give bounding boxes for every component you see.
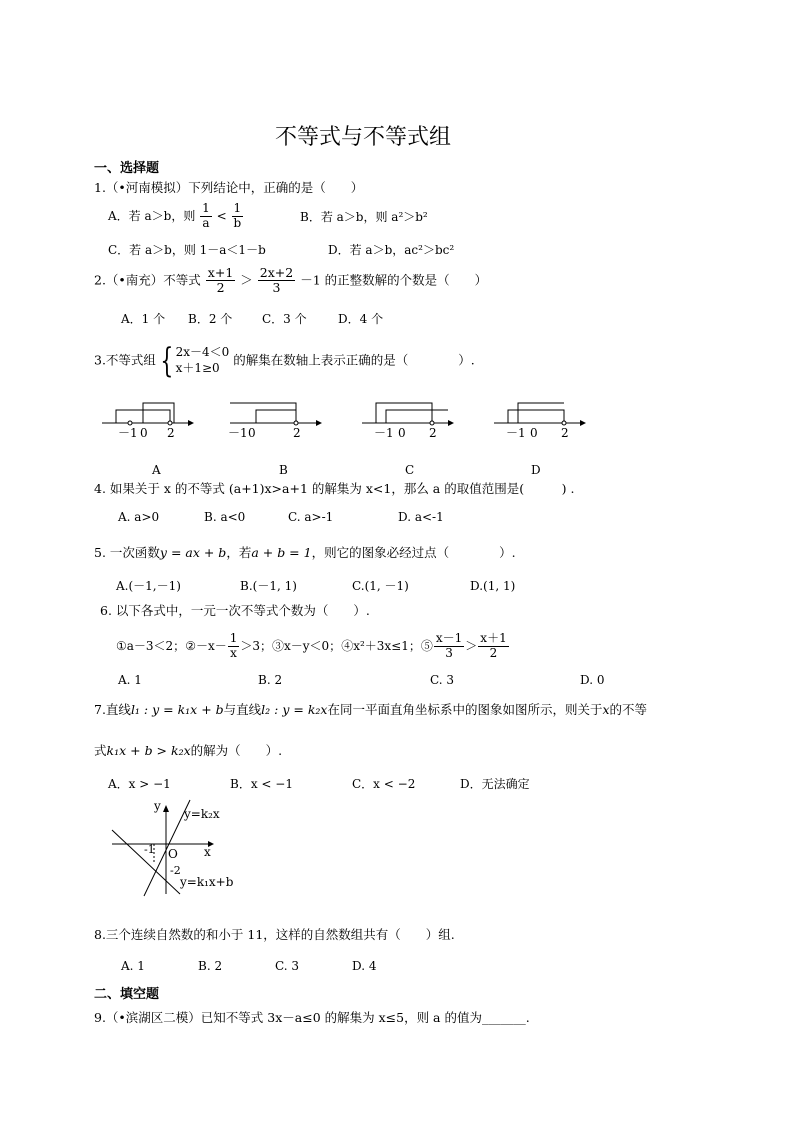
question-6-option-b: B. 2 xyxy=(258,673,283,687)
fraction: $\frac{x-1}{3}$ xyxy=(435,631,463,660)
svg-text:2: 2 xyxy=(167,426,175,440)
inequality-system: 2x－4＜0 x＋1≥0 xyxy=(175,345,230,375)
question-1-option-a: A．若 a＞b，则 $\frac{1}{a}$ < $\frac{1}{b}$ xyxy=(108,201,242,230)
svg-text:0: 0 xyxy=(398,426,406,440)
question-7-option-d: D．无法确定 xyxy=(460,777,530,791)
svg-text:－1: －1 xyxy=(228,426,248,440)
question-8-option-d: D. 4 xyxy=(352,959,377,973)
svg-text:y: y xyxy=(154,799,161,813)
question-4-option-a: A. a>0 xyxy=(118,510,160,524)
number-line-c xyxy=(362,403,454,440)
question-5-stem: 5. 一次函数y = ax + b，若a + b = 1，则它的图象必经过点（ ）. xyxy=(94,545,516,560)
question-8-stem: 8.三个连续自然数的和小于 11，这样的自然数组共有（ ）组. xyxy=(94,927,455,942)
question-6-option-c: C. 3 xyxy=(430,673,455,687)
question-6-option-a: A. 1 xyxy=(118,673,142,687)
question-4-option-b: B. a<0 xyxy=(204,510,246,524)
question-7-option-c: C．x < −2 xyxy=(352,777,416,791)
section-heading-choice: 一、选择题 xyxy=(94,161,160,176)
question-1-stem: 1.（•河南模拟）下列结论中，正确的是（ ） xyxy=(94,180,364,195)
svg-text:0: 0 xyxy=(248,426,256,440)
svg-text:x: x xyxy=(204,845,211,859)
svg-text:0: 0 xyxy=(530,426,538,440)
svg-text:0: 0 xyxy=(140,426,148,440)
question-5-option-d: D.(1, 1) xyxy=(470,579,516,593)
question-4-stem: 4. 如果关于 x 的不等式 (a+1)x>a+1 的解集为 x<1，那么 a 的取值范围是( ) . xyxy=(94,481,575,496)
svg-text:-1: -1 xyxy=(144,843,155,856)
question-1-option-c: C．若 a＞b，则 1－a＜1－b xyxy=(108,243,266,257)
svg-text:2: 2 xyxy=(429,426,437,440)
svg-text:2: 2 xyxy=(561,426,569,440)
number-line-b xyxy=(228,403,322,440)
question-4-option-c: C. a>-1 xyxy=(288,510,334,524)
question-7-option-a: A．x > −1 xyxy=(108,777,171,791)
question-7-option-b: B．x < −1 xyxy=(230,777,293,791)
number-line-label-d: D xyxy=(531,463,541,477)
question-2-option-c: C．3 个 xyxy=(262,312,307,326)
question-7-stem-line1: 7.直线l₁ : y = k₁x + b与直线l₂ : y = k₂x在同一平面直角坐标系中的图象如图所示，则关于x的不等 xyxy=(94,702,648,717)
svg-text:-2: -2 xyxy=(170,864,181,877)
svg-text:2: 2 xyxy=(293,426,301,440)
svg-text:O: O xyxy=(168,847,178,861)
question-4-option-d: D. a<-1 xyxy=(398,510,444,524)
brace-symbol: { xyxy=(160,341,174,381)
svg-text:－1: －1 xyxy=(374,426,394,440)
number-line-d xyxy=(494,403,586,440)
question-2-option-b: B．2 个 xyxy=(188,312,233,326)
question-5-option-a: A.(－1,－1) xyxy=(116,579,181,593)
number-line-a xyxy=(102,403,194,440)
question-6-stem: 6. 以下各式中，一元一次不等式个数为（ ）. xyxy=(100,603,370,618)
question-5-option-b: B.(－1, 1) xyxy=(240,579,297,593)
question-2-stem: 2.（•南充）不等式 $\frac{x+1}{2}$ ＞ $\frac{2x+2}{3}$ －1 的正整数解的个数是（ ） xyxy=(94,265,488,296)
question-6-option-d: D. 0 xyxy=(580,673,605,687)
question-7-graph xyxy=(108,798,238,898)
svg-text:y=k₁x+b: y=k₁x+b xyxy=(180,875,234,889)
svg-text:－1: －1 xyxy=(506,426,526,440)
number-line-label-c: C xyxy=(405,463,415,477)
question-1-option-b: B．若 a＞b，则 a²＞b² xyxy=(300,210,428,224)
fraction: $\frac{1}{b}$ xyxy=(233,201,242,230)
number-line-label-a: A xyxy=(152,463,161,477)
number-line-label-b: B xyxy=(279,463,288,477)
section-heading-fill: 二、填空题 xyxy=(94,987,160,1002)
number-line-options xyxy=(96,395,596,445)
line-l1 xyxy=(112,830,180,894)
question-8-option-b: B. 2 xyxy=(198,959,223,973)
question-9-stem: 9.（•滨湖区二模）已知不等式 3x－a≤0 的解集为 x≤5，则 a 的值为_______. xyxy=(94,1010,530,1025)
question-2-option-a: A．1 个 xyxy=(121,312,166,326)
question-8-option-a: A. 1 xyxy=(121,959,145,973)
question-1-option-d: D．若 a＞b，ac²＞bc² xyxy=(328,243,455,257)
fraction: $\frac{1}{x}$ xyxy=(229,631,238,660)
question-6-expressions: ①a－3＜2；②－x－ $\frac{1}{x}$ ＞3；③x－y＜0；④x²＋3x≤1；⑤ $\frac{x-1}{3}$ ＞ $\frac{x+1}{2}$ xyxy=(116,631,507,660)
fraction: $\frac{1}{a}$ xyxy=(202,201,210,230)
svg-text:y=k₂x: y=k₂x xyxy=(184,807,220,821)
question-3-stem: 3.不等式组 { 2x－4＜0 x＋1≥0 的解集在数轴上表示正确的是（ ）. xyxy=(94,341,475,381)
page-title: 不等式与不等式组 xyxy=(275,125,452,150)
fraction: $\frac{x+1}{2}$ xyxy=(207,265,234,296)
question-8-option-c: C. 3 xyxy=(275,959,300,973)
question-2-option-d: D．4 个 xyxy=(338,312,384,326)
svg-text:－1: －1 xyxy=(118,426,138,440)
fraction: $\frac{2x+2}{3}$ xyxy=(259,265,294,296)
question-5-option-c: C.(1, －1) xyxy=(352,579,409,593)
question-7-stem-line2: 式k₁x + b > k₂x的解为（ ）. xyxy=(94,743,283,758)
fraction: $\frac{x+1}{2}$ xyxy=(480,631,507,660)
